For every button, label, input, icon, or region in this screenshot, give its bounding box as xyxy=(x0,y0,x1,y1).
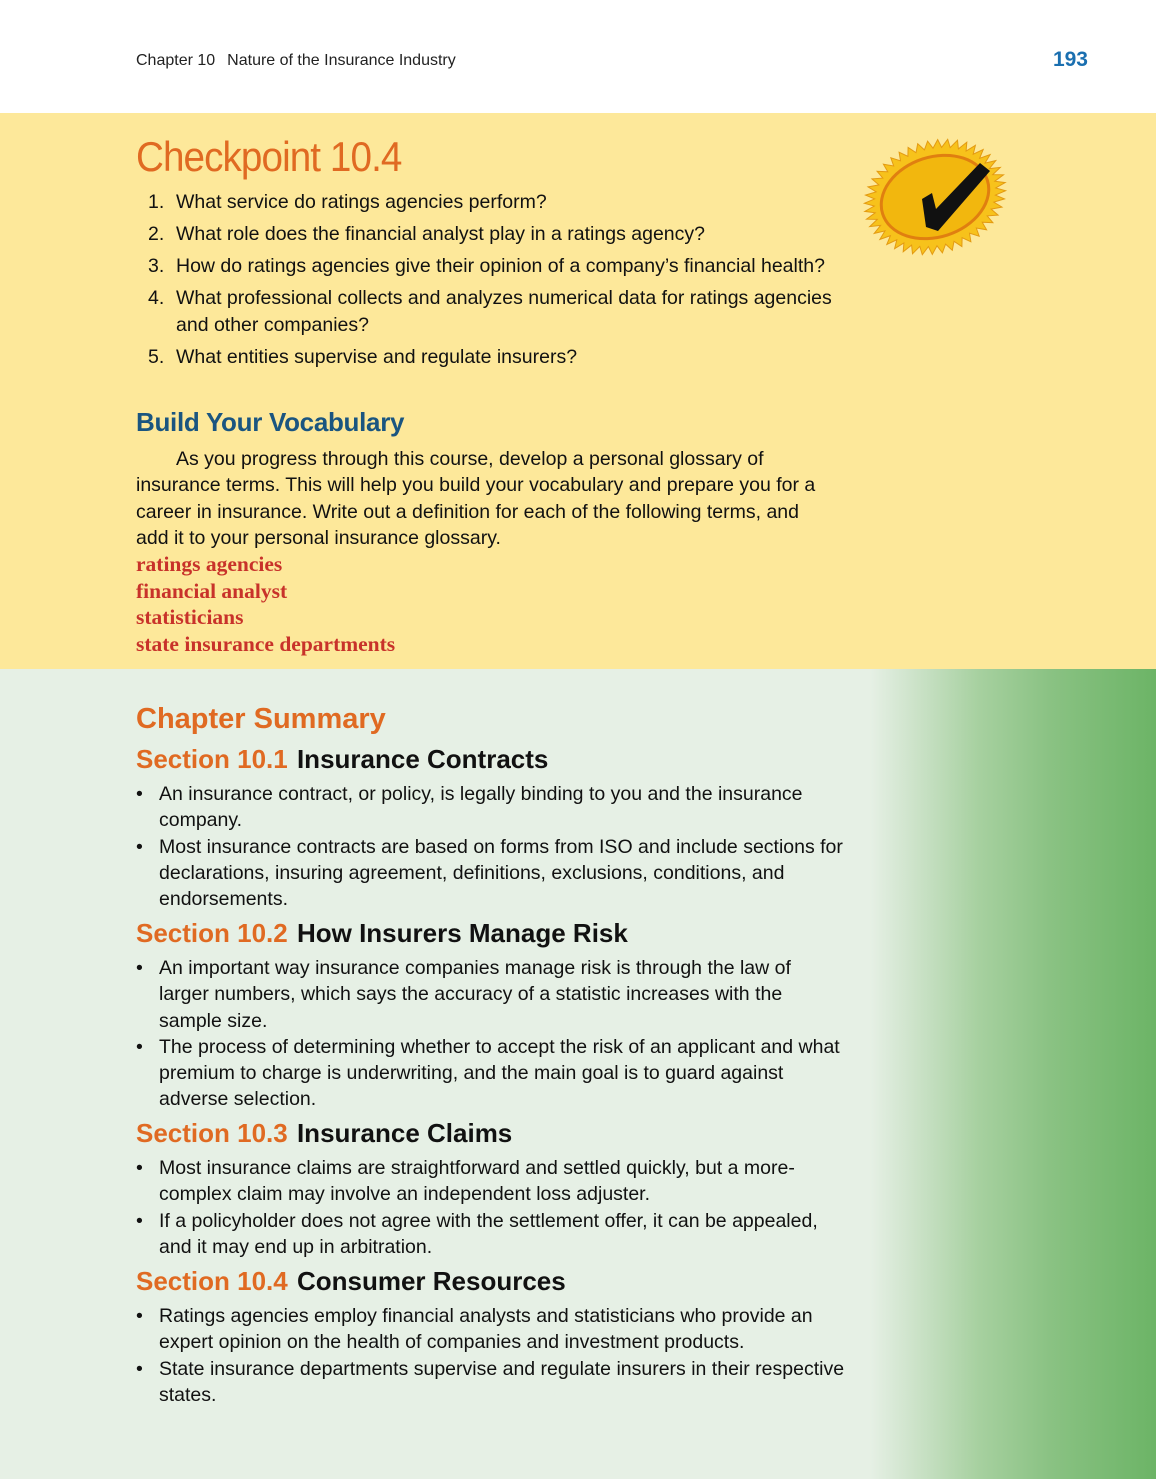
question-text: What service do ratings agencies perform? xyxy=(176,191,547,213)
summary-bullet: • If a policyholder does not agree with the settlement offer, it can be appealed, and it may end up in arbitration. xyxy=(136,1208,846,1261)
section-name: How Insurers Manage Risk xyxy=(289,918,628,948)
section-number: Section 10.1 xyxy=(136,744,288,774)
question-number: 5. xyxy=(148,345,165,368)
question-number: 2. xyxy=(148,223,165,245)
question-number: 4. xyxy=(148,287,165,309)
section-name: Consumer Resources xyxy=(289,1266,566,1296)
chapter-label: Chapter 10 xyxy=(136,52,216,69)
checkpoint-panel xyxy=(0,113,1156,669)
page-number: 193 xyxy=(1052,48,1088,71)
chapter-summary-panel xyxy=(0,669,1156,1479)
question-text: What professional collects and analyzes numerical data for ratings agencies and other companies? xyxy=(176,287,832,336)
question-list xyxy=(136,189,836,376)
question-item xyxy=(136,189,836,216)
question-text: What entities supervise and regulate insurers? xyxy=(176,345,578,368)
summary-section-heading xyxy=(136,1118,512,1149)
running-head xyxy=(136,52,456,70)
question-item xyxy=(136,221,836,248)
chapter-title: Nature of the Insurance Industry xyxy=(227,52,456,69)
vocabulary-term: statisticians xyxy=(136,605,244,629)
vocabulary-term: state insurance departments xyxy=(136,631,396,656)
question-text: How do ratings agencies give their opinion of a company’s financial health? xyxy=(176,255,825,277)
summary-bullet: • Most insurance claims are straightforward and settled quickly, but a more-complex claim may involve an independent loss adjuster. xyxy=(136,1155,846,1208)
section-number: Section 10.4 xyxy=(136,1266,288,1296)
question-number: 3. xyxy=(148,255,165,277)
summary-bullet-list xyxy=(136,1155,846,1260)
vocabulary-terms xyxy=(136,551,395,657)
section-name: Insurance Claims xyxy=(289,1118,513,1148)
section-number: Section 10.2 xyxy=(136,918,288,948)
vocabulary-term: ratings agencies xyxy=(136,552,283,576)
summary-bullet: • The process of determining whether to accept the risk of an applicant and what premium to charge is underwriting, and the main goal is to guard against adverse selection. xyxy=(136,1034,846,1113)
summary-bullet-list xyxy=(136,781,846,912)
question-text: What role does the financial analyst play in a ratings agency? xyxy=(176,223,705,245)
checkpoint-title: Checkpoint 10.4 xyxy=(136,133,402,180)
vocabulary-paragraph: As you progress through this course, develop a personal glossary of insurance terms. This will help you build your vocabulary and prepare you for a career in insurance. Write out a definition for each of the following terms, and add it to your personal insurance glossary. xyxy=(136,448,816,549)
summary-bullet: • Most insurance contracts are based on forms from ISO and include sections for declarations, insuring agreement, definitions, exclusions, conditions, and endorsements. xyxy=(136,834,846,913)
summary-bullet-list xyxy=(136,1303,846,1408)
summary-bullet: • State insurance departments supervise and regulate insurers in their respective states. xyxy=(136,1356,846,1409)
summary-section-heading xyxy=(136,744,548,775)
vocabulary-term: financial analyst xyxy=(136,578,288,603)
chapter-summary-title: Chapter Summary xyxy=(136,703,386,735)
summary-section-heading xyxy=(136,1266,566,1297)
page-header xyxy=(0,0,1156,113)
summary-bullet-list xyxy=(136,955,846,1113)
question-number: 1. xyxy=(148,191,165,213)
question-item xyxy=(136,344,836,371)
checkmark-sun-badge-icon xyxy=(862,137,1012,257)
vocabulary-heading: Build Your Vocabulary xyxy=(136,407,405,437)
summary-bullet: • An insurance contract, or policy, is legally binding to you and the insurance company. xyxy=(136,781,846,834)
summary-bullet: • Ratings agencies employ financial analysts and statisticians who provide an expert opinion on the health of companies and investment products. xyxy=(136,1303,846,1356)
question-item xyxy=(136,253,836,280)
section-name: Insurance Contracts xyxy=(289,744,549,774)
question-item xyxy=(136,285,836,338)
section-number: Section 10.3 xyxy=(136,1118,288,1148)
summary-section-heading xyxy=(136,918,628,949)
summary-bullet: • An important way insurance companies manage risk is through the law of larger numbers, which says the accuracy of a statistic increases with the sample size. xyxy=(136,955,846,1034)
